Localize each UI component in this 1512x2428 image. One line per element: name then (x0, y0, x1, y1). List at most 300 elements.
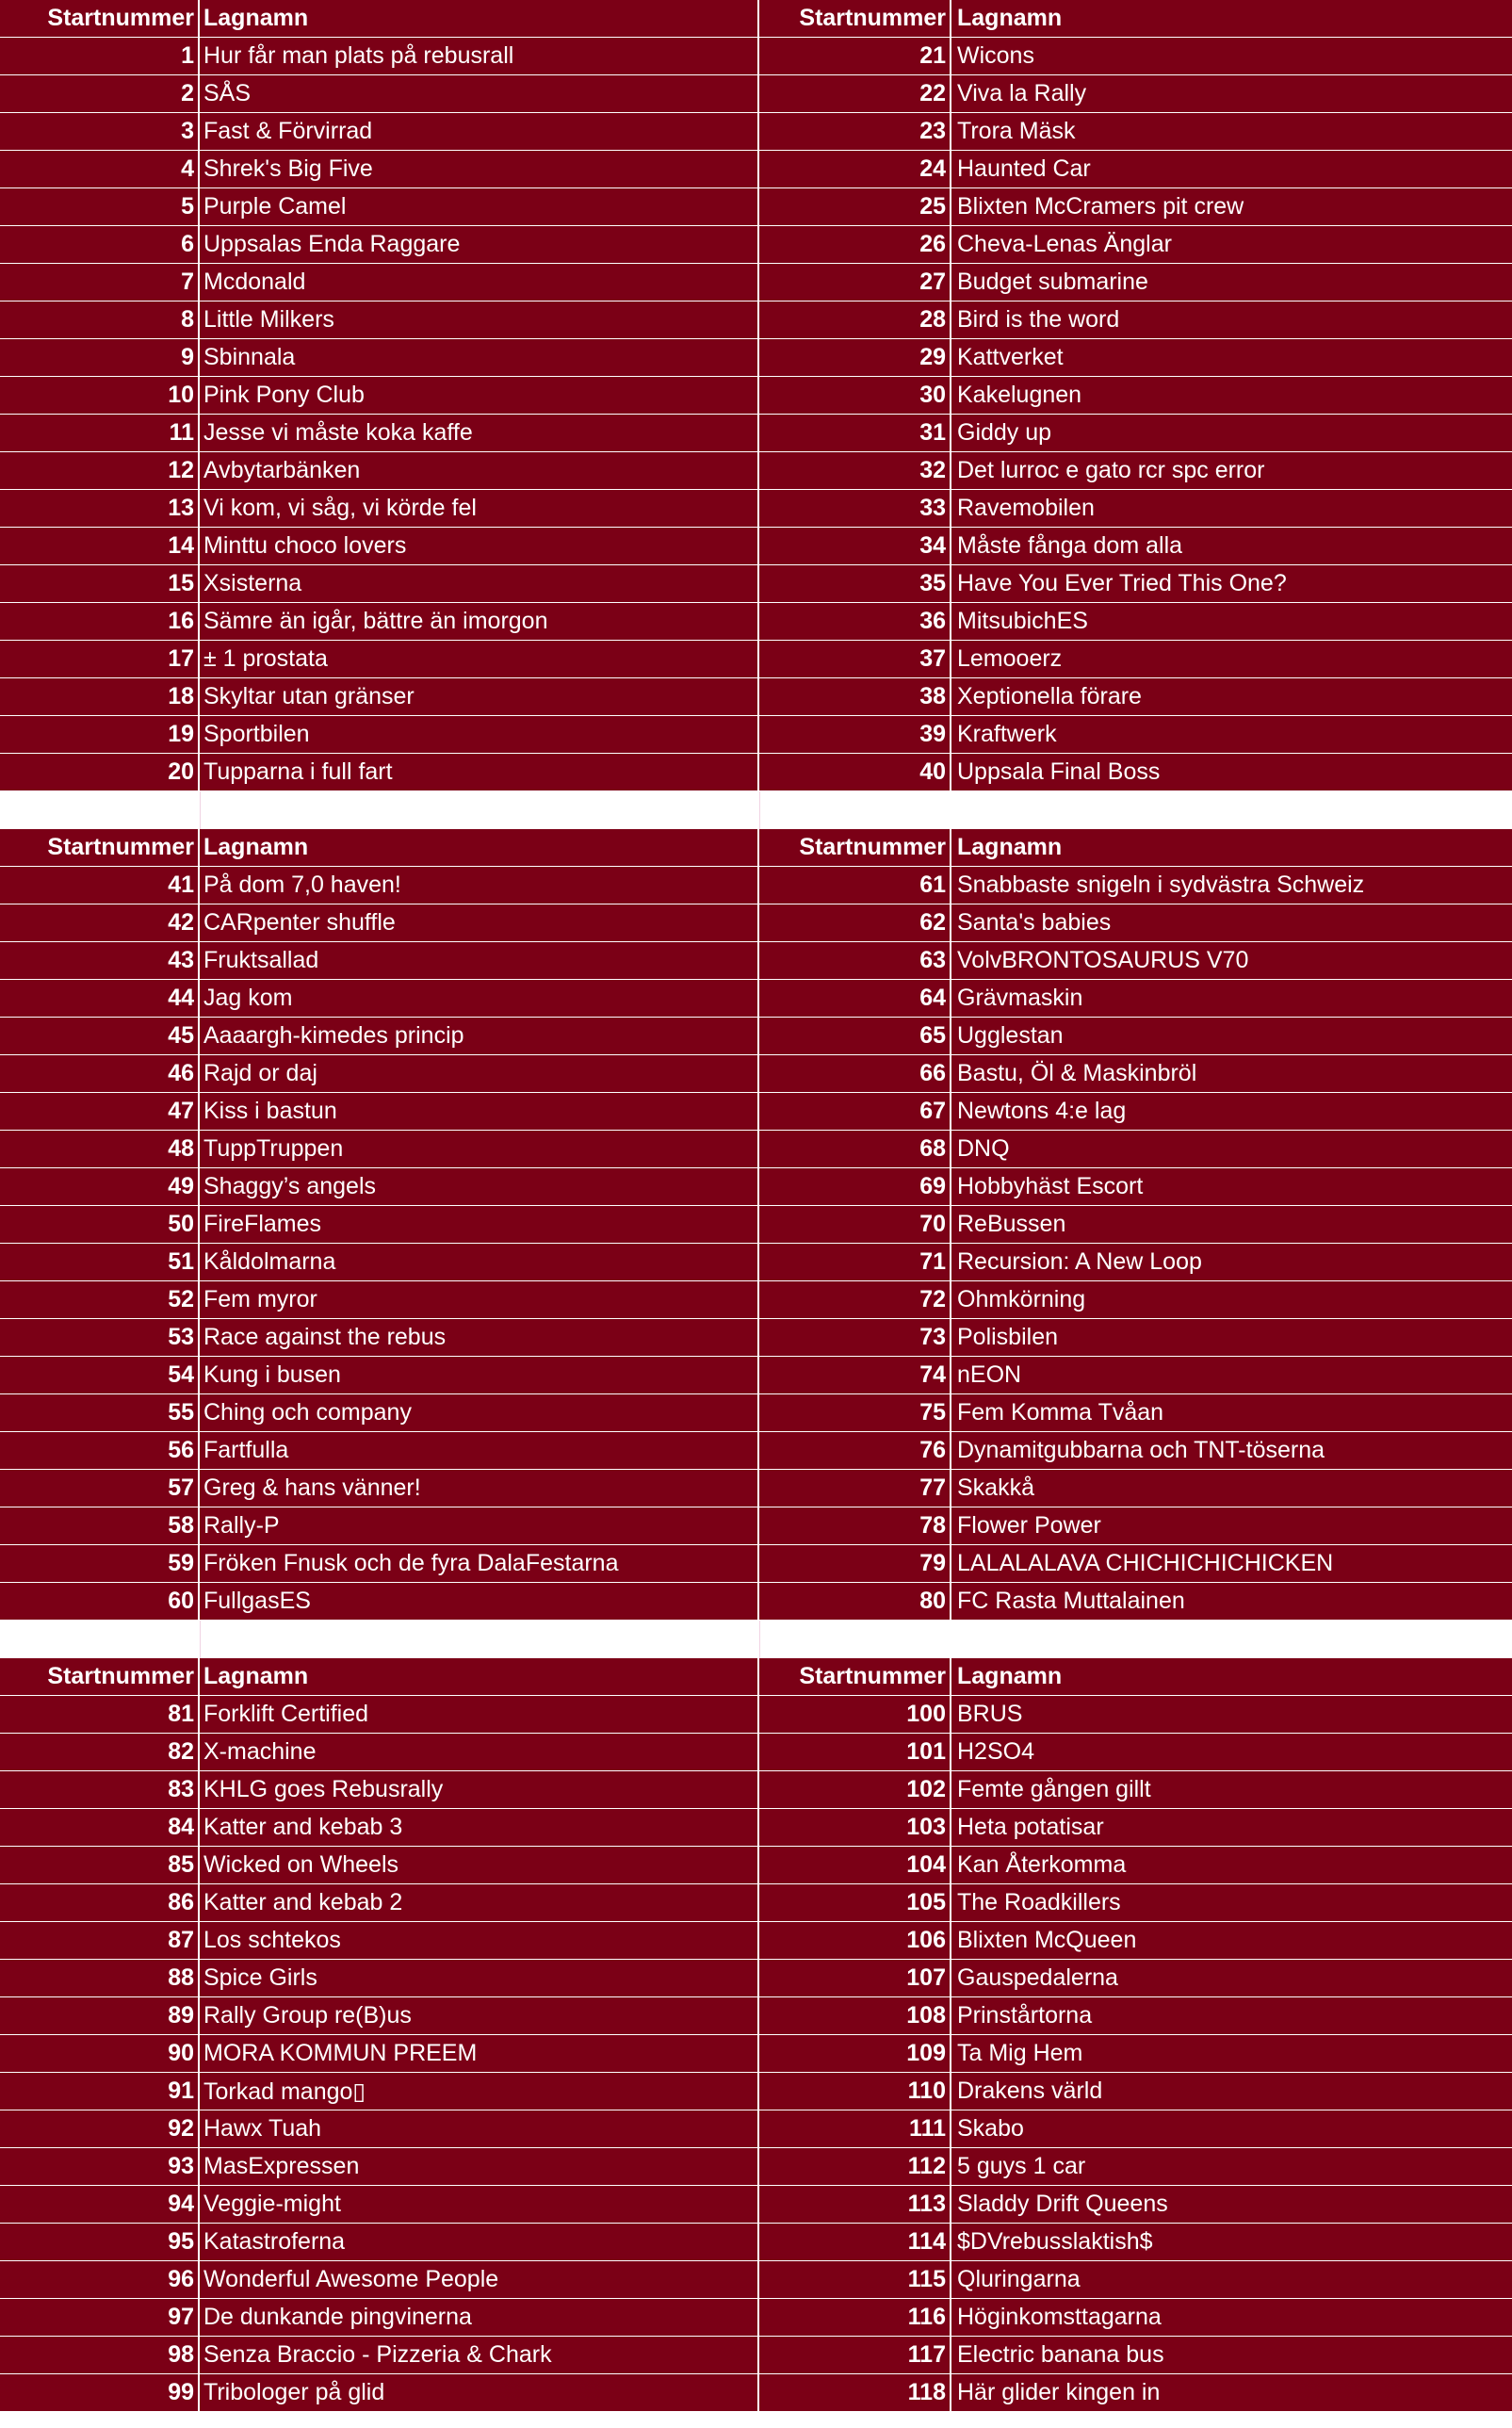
start-number-cell: 9 (0, 339, 200, 376)
start-number-cell: 98 (0, 2337, 200, 2373)
table-row (0, 2110, 759, 2148)
team-name-cell: Blixten McQueen (957, 1927, 1137, 1953)
start-number-cell: 55 (0, 1394, 200, 1431)
team-name-cell: Bastu, Öl & Maskinbröl (957, 1060, 1197, 1086)
team-name-cell: Newtons 4:e lag (957, 1098, 1127, 1124)
team-name-cell: Shrek's Big Five (200, 151, 759, 187)
table-row (759, 2035, 1512, 2073)
team-name-cell: Greg & hans vänner! (200, 1470, 759, 1507)
start-number-cell: 86 (0, 1884, 200, 1921)
table-row (0, 1809, 759, 1847)
team-table-right (759, 0, 1512, 791)
table-row (759, 1319, 1512, 1357)
team-name-cell: Sladdy Drift Queens (957, 2191, 1168, 2217)
team-name-cell: Have You Ever Tried This One? (957, 570, 1287, 596)
team-name-cell: Polisbilen (957, 1324, 1059, 1350)
team-name-cell: Mcdonald (200, 264, 759, 301)
team-name-cell: Fröken Fnusk och de fyra DalaFestarna (200, 1545, 759, 1582)
team-name-cell: Senza Braccio - Pizzeria & Chark (200, 2337, 759, 2373)
start-number-cell: 100 (759, 1696, 951, 1733)
table-row (0, 1055, 759, 1093)
start-number-cell: 37 (759, 641, 951, 677)
table-row (759, 1809, 1512, 1847)
start-number-cell: 46 (0, 1055, 200, 1092)
team-name-cell: Wicked on Wheels (200, 1847, 759, 1883)
separator-tick (759, 791, 760, 829)
team-name-cell: Giddy up (957, 419, 1052, 446)
table-row (759, 301, 1512, 339)
table-row (759, 980, 1512, 1018)
team-name-cell: Kakelugnen (957, 382, 1082, 408)
start-number-cell: 50 (0, 1206, 200, 1243)
team-table-left (0, 0, 759, 791)
start-number-cell: 117 (759, 2337, 951, 2373)
table-row (759, 1394, 1512, 1432)
table-row (0, 1357, 759, 1394)
start-number-cell: 42 (0, 904, 200, 941)
header-lagnamn: Lagnamn (957, 1663, 1063, 1689)
start-number-cell: 8 (0, 301, 200, 338)
table-row (0, 1771, 759, 1809)
table-row (759, 1093, 1512, 1131)
team-name-cell: Aaaargh-kimedes princip (200, 1018, 759, 1054)
start-number-cell: 54 (0, 1357, 200, 1393)
table-row (0, 1884, 759, 1922)
table-row (0, 603, 759, 641)
table-row (0, 113, 759, 151)
start-number-cell: 36 (759, 603, 951, 640)
start-number-cell: 38 (759, 678, 951, 715)
start-number-cell: 25 (759, 188, 951, 225)
table-row (0, 1244, 759, 1281)
team-name-cell: Blixten McCramers pit crew (957, 193, 1244, 220)
team-name-cell: H2SO4 (957, 1738, 1034, 1765)
team-name-cell: Lemooerz (957, 645, 1063, 672)
table-row (0, 1997, 759, 2035)
team-name-cell: FullgasES (200, 1583, 759, 1620)
start-number-cell: 74 (759, 1357, 951, 1393)
start-number-cell: 1 (0, 38, 200, 74)
start-number-cell: 11 (0, 415, 200, 451)
start-number-cell: 77 (759, 1470, 951, 1507)
start-number-cell: 88 (0, 1960, 200, 1996)
team-block (0, 1658, 1512, 2412)
team-name-cell: Hawx Tuah (200, 2110, 759, 2147)
table-row (759, 1018, 1512, 1055)
table-row (759, 716, 1512, 754)
team-name-cell: nEON (957, 1361, 1022, 1388)
start-number-cell: 26 (759, 226, 951, 263)
table-row (0, 1545, 759, 1583)
team-name-cell: Sämre än igår, bättre än imorgon (200, 603, 759, 640)
start-number-cell: 78 (759, 1507, 951, 1544)
team-name-cell: MasExpressen (200, 2148, 759, 2185)
start-number-cell: 80 (759, 1583, 951, 1620)
team-name-cell: Kåldolmarna (200, 1244, 759, 1280)
table-row (759, 490, 1512, 528)
header-lagnamn: Lagnamn (957, 5, 1063, 31)
team-table-right (759, 829, 1512, 1621)
table-row (759, 1847, 1512, 1884)
table-row (759, 1281, 1512, 1319)
start-number-cell: 29 (759, 339, 951, 376)
table-row (759, 1131, 1512, 1168)
table-row (759, 38, 1512, 75)
start-number-cell: 12 (0, 452, 200, 489)
table-row (759, 1771, 1512, 1809)
start-number-cell: 34 (759, 528, 951, 564)
table-row (759, 1357, 1512, 1394)
team-name-cell: VolvBRONTOSAURUS V70 (957, 947, 1249, 973)
table-row (0, 1131, 759, 1168)
table-row (0, 490, 759, 528)
team-block (0, 0, 1512, 791)
table-row (759, 1734, 1512, 1771)
separator-tick (200, 791, 201, 829)
start-number-cell: 72 (759, 1281, 951, 1318)
team-name-cell: Skabo (957, 2115, 1024, 2142)
team-name-cell: Tupparna i full fart (200, 754, 759, 790)
table-row (0, 716, 759, 754)
start-number-cell: 116 (759, 2299, 951, 2336)
block-separator (0, 791, 1512, 829)
start-number-cell: 85 (0, 1847, 200, 1883)
start-number-cell: 111 (759, 2110, 951, 2147)
table-row (759, 2224, 1512, 2261)
table-row (0, 1922, 759, 1960)
team-name-cell: Tribologer på glid (200, 2374, 759, 2411)
start-number-cell: 93 (0, 2148, 200, 2185)
start-number-cell: 64 (759, 980, 951, 1017)
table-row (759, 151, 1512, 188)
table-row (759, 1960, 1512, 1997)
start-number-cell: 71 (759, 1244, 951, 1280)
table-header-row (759, 829, 1512, 867)
team-table-right (759, 1658, 1512, 2412)
table-row (0, 2186, 759, 2224)
start-number-cell: 3 (0, 113, 200, 150)
team-name-cell: Sportbilen (200, 716, 759, 753)
start-number-cell: 20 (0, 754, 200, 790)
start-number-cell: 103 (759, 1809, 951, 1846)
start-number-cell: 33 (759, 490, 951, 527)
team-name-cell: Hobbyhäst Escort (957, 1173, 1144, 1199)
team-name-cell: Race against the rebus (200, 1319, 759, 1356)
table-row (759, 113, 1512, 151)
start-number-cell: 2 (0, 75, 200, 112)
start-number-cell: 99 (0, 2374, 200, 2411)
team-name-cell: Katter and kebab 2 (200, 1884, 759, 1921)
team-name-cell: SÅS (200, 75, 759, 112)
start-number-cell: 110 (759, 2073, 951, 2110)
start-number-cell: 84 (0, 1809, 200, 1846)
team-name-cell: Kan Återkomma (957, 1851, 1127, 1878)
team-name-cell: Prinstårtorna (957, 2002, 1093, 2029)
start-number-cell: 6 (0, 226, 200, 263)
team-name-cell: Wonderful Awesome People (200, 2261, 759, 2298)
team-name-cell: Skyltar utan gränser (200, 678, 759, 715)
start-number-cell: 113 (759, 2186, 951, 2223)
start-number-cell: 31 (759, 415, 951, 451)
start-number-cell: 30 (759, 377, 951, 414)
start-number-cell: 18 (0, 678, 200, 715)
team-name-cell: Minttu choco lovers (200, 528, 759, 564)
table-row (759, 1997, 1512, 2035)
team-name-cell: FireFlames (200, 1206, 759, 1243)
team-name-cell: Här glider kingen in (957, 2379, 1161, 2405)
table-row (0, 1847, 759, 1884)
start-number-cell: 22 (759, 75, 951, 112)
team-name-cell: ReBussen (957, 1211, 1066, 1237)
team-name-cell: Heta potatisar (957, 1814, 1104, 1840)
start-number-cell: 61 (759, 867, 951, 904)
team-name-cell: Fast & Förvirrad (200, 113, 759, 150)
start-number-cell: 28 (759, 301, 951, 338)
table-row (0, 1281, 759, 1319)
start-number-cell: 82 (0, 1734, 200, 1770)
table-header-row (0, 829, 759, 867)
team-name-cell: Veggie-might (200, 2186, 759, 2223)
start-number-cell: 94 (0, 2186, 200, 2223)
team-name-cell: Det lurroc e gato rcr spc error (957, 457, 1265, 483)
team-name-cell: Recursion: A New Loop (957, 1248, 1202, 1275)
start-number-cell: 107 (759, 1960, 951, 1996)
start-number-cell: 7 (0, 264, 200, 301)
team-name-cell: CARpenter shuffle (200, 904, 759, 941)
start-number-cell: 48 (0, 1131, 200, 1167)
team-name-cell: Snabbaste snigeln i sydvästra Schweiz (957, 872, 1365, 898)
start-number-cell: 73 (759, 1319, 951, 1356)
team-name-cell: Torkad mango▯ (200, 2073, 759, 2110)
table-row (0, 1470, 759, 1507)
table-row (759, 377, 1512, 415)
table-row (0, 1432, 759, 1470)
start-number-cell: 105 (759, 1884, 951, 1921)
start-number-cell: 118 (759, 2374, 951, 2411)
start-number-cell: 97 (0, 2299, 200, 2336)
team-name-cell: BRUS (957, 1701, 1023, 1727)
team-name-cell: Måste fånga dom alla (957, 532, 1183, 559)
team-name-cell: Ta Mig Hem (957, 2040, 1083, 2066)
header-startnummer: Startnummer (759, 1658, 951, 1695)
start-number-cell: 108 (759, 1997, 951, 2034)
team-name-cell: Avbytarbänken (200, 452, 759, 489)
table-row (0, 1319, 759, 1357)
start-number-cell: 41 (0, 867, 200, 904)
team-name-cell: Gauspedalerna (957, 1964, 1118, 1991)
table-row (0, 2224, 759, 2261)
team-name-cell: Fruktsallad (200, 942, 759, 979)
team-name-cell: Forklift Certified (200, 1696, 759, 1733)
start-number-cell: 35 (759, 565, 951, 602)
start-number-cell: 43 (0, 942, 200, 979)
team-name-cell: Spice Girls (200, 1960, 759, 1996)
table-row (0, 1734, 759, 1771)
header-lagnamn: Lagnamn (957, 834, 1063, 860)
start-number-cell: 17 (0, 641, 200, 677)
team-name-cell: X-machine (200, 1734, 759, 1770)
header-startnummer: Startnummer (0, 0, 200, 37)
table-row (0, 1583, 759, 1621)
team-name-cell: FC Rasta Muttalainen (957, 1588, 1185, 1614)
table-row (0, 38, 759, 75)
start-number-cell: 53 (0, 1319, 200, 1356)
table-row (0, 1206, 759, 1244)
table-row (0, 2337, 759, 2374)
table-row (759, 2299, 1512, 2337)
table-row (0, 980, 759, 1018)
table-row (759, 1884, 1512, 1922)
team-name-cell: Uppsalas Enda Raggare (200, 226, 759, 263)
team-name-cell: På dom 7,0 haven! (200, 867, 759, 904)
team-name-cell: Viva la Rally (957, 80, 1087, 106)
team-name-cell: Skakkå (957, 1475, 1034, 1501)
team-name-cell: Xeptionella förare (957, 683, 1142, 709)
separator-tick (759, 1621, 760, 1658)
start-number-cell: 65 (759, 1018, 951, 1054)
header-startnummer: Startnummer (0, 1658, 200, 1695)
team-name-cell: Drakens värld (957, 2078, 1103, 2104)
start-number-cell: 10 (0, 377, 200, 414)
team-name-cell: Electric banana bus (957, 2341, 1164, 2368)
table-header-row (0, 0, 759, 38)
team-name-cell: Santa's babies (957, 909, 1112, 936)
team-name-cell: Wicons (957, 42, 1034, 69)
start-number-cell: 87 (0, 1922, 200, 1959)
table-row (0, 452, 759, 490)
team-name-cell: ± 1 prostata (200, 641, 759, 677)
table-row (0, 678, 759, 716)
team-name-cell: Fartfulla (200, 1432, 759, 1469)
start-number-cell: 75 (759, 1394, 951, 1431)
team-name-cell: Pink Pony Club (200, 377, 759, 414)
header-lagnamn: Lagnamn (200, 0, 759, 37)
start-number-cell: 101 (759, 1734, 951, 1770)
start-number-cell: 32 (759, 452, 951, 489)
table-row (759, 2148, 1512, 2186)
start-number-cell: 83 (0, 1771, 200, 1808)
team-name-cell: Femte gången gillt (957, 1776, 1151, 1802)
team-name-cell: Hur får man plats på rebusrall (200, 38, 759, 74)
table-row (759, 226, 1512, 264)
team-name-cell: Purple Camel (200, 188, 759, 225)
team-name-cell: Kiss i bastun (200, 1093, 759, 1130)
start-number-cell: 52 (0, 1281, 200, 1318)
table-row (759, 1545, 1512, 1583)
table-row (759, 2073, 1512, 2110)
team-name-cell: Ohmkörning (957, 1286, 1086, 1312)
team-name-cell: Fem Komma Tvåan (957, 1399, 1164, 1426)
start-number-cell: 45 (0, 1018, 200, 1054)
start-number-cell: 27 (759, 264, 951, 301)
table-row (759, 1168, 1512, 1206)
team-name-cell: Ching och company (200, 1394, 759, 1431)
team-name-cell: De dunkande pingvinerna (200, 2299, 759, 2336)
table-row (759, 1583, 1512, 1621)
team-name-cell: Bird is the word (957, 306, 1120, 333)
table-row (759, 2186, 1512, 2224)
table-row (0, 2073, 759, 2110)
table-row (759, 565, 1512, 603)
team-name-cell: Kattverket (957, 344, 1064, 370)
table-row (0, 75, 759, 113)
table-row (759, 188, 1512, 226)
start-number-cell: 23 (759, 113, 951, 150)
start-number-cell: 66 (759, 1055, 951, 1092)
start-number-cell: 115 (759, 2261, 951, 2298)
team-table-left (0, 829, 759, 1621)
table-row (0, 904, 759, 942)
table-row (759, 678, 1512, 716)
table-row (0, 1507, 759, 1545)
table-row (759, 904, 1512, 942)
table-row (759, 603, 1512, 641)
table-row (0, 301, 759, 339)
table-row (0, 641, 759, 678)
table-row (759, 1922, 1512, 1960)
table-row (759, 1206, 1512, 1244)
team-name-cell: Ravemobilen (957, 495, 1095, 521)
start-number-cell: 67 (759, 1093, 951, 1130)
team-name-cell: Rally-P (200, 1507, 759, 1544)
start-number-cell: 21 (759, 38, 951, 74)
team-name-cell: The Roadkillers (957, 1889, 1121, 1915)
team-name-cell: Höginkomsttagarna (957, 2304, 1162, 2330)
table-row (759, 1470, 1512, 1507)
start-number-cell: 13 (0, 490, 200, 527)
start-number-cell: 96 (0, 2261, 200, 2298)
team-name-cell: Kraftwerk (957, 721, 1057, 747)
team-name-cell: $DVrebusslaktish$ (957, 2228, 1153, 2255)
start-number-cell: 19 (0, 716, 200, 753)
team-name-cell: Rally Group re(B)us (200, 1997, 759, 2034)
team-name-cell: Sbinnala (200, 339, 759, 376)
table-row (0, 377, 759, 415)
team-name-cell: Uppsala Final Boss (957, 758, 1161, 785)
table-row (0, 2148, 759, 2186)
table-row (759, 2337, 1512, 2374)
team-name-cell: Los schtekos (200, 1922, 759, 1959)
start-number-cell: 81 (0, 1696, 200, 1733)
team-name-cell: DNQ (957, 1135, 1010, 1162)
header-startnummer: Startnummer (0, 829, 200, 866)
header-startnummer: Startnummer (759, 0, 951, 37)
table-row (0, 1394, 759, 1432)
header-lagnamn: Lagnamn (200, 829, 759, 866)
table-row (759, 528, 1512, 565)
table-row (759, 339, 1512, 377)
table-row (0, 1168, 759, 1206)
start-number-cell: 90 (0, 2035, 200, 2072)
start-number-cell: 109 (759, 2035, 951, 2072)
table-row (0, 1093, 759, 1131)
start-number-cell: 16 (0, 603, 200, 640)
start-number-cell: 57 (0, 1470, 200, 1507)
start-number-cell: 102 (759, 1771, 951, 1808)
start-number-cell: 15 (0, 565, 200, 602)
start-number-cell: 24 (759, 151, 951, 187)
table-row (0, 415, 759, 452)
team-block (0, 829, 1512, 1621)
table-row (759, 1432, 1512, 1470)
start-number-cell: 59 (0, 1545, 200, 1582)
table-row (0, 2035, 759, 2073)
table-row (759, 641, 1512, 678)
table-row (759, 415, 1512, 452)
start-number-cell: 79 (759, 1545, 951, 1582)
table-row (759, 1244, 1512, 1281)
team-name-cell: Grävmaskin (957, 985, 1083, 1011)
